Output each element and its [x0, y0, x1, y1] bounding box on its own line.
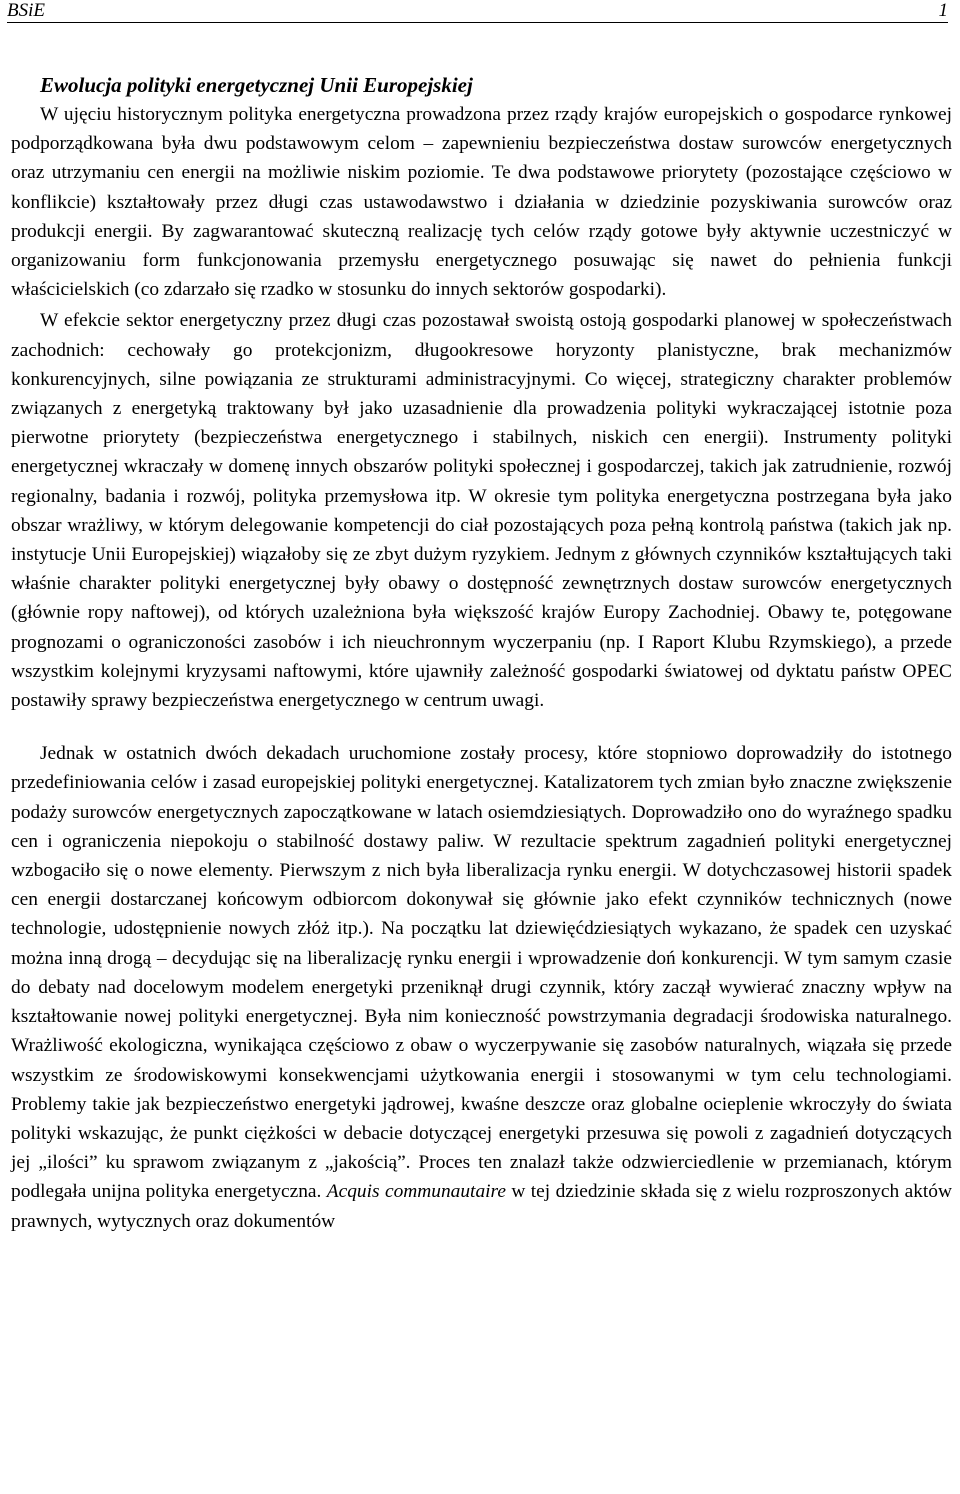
paragraph-3 [11, 739, 952, 1235]
latin-term: Acquis communautaire [326, 1181, 506, 1203]
paragraph-3-text: Jednak w ostatnich dwóch dekadach uruchomione zostały procesy, które stopniowo doprowadziły do istotnego przedefiniowania celów i zasad europejskiej polityki energetycznej. Katalizatorem tych zmian było znaczne zwiększenie podaży surowców energetycznych zapoczątkowane w latach osiemdziesiątych. Doprowadziło ono do wyraźnego spadku cen i ograniczenia niepokoju o stabilność dostawy paliw. W rezultacie spektrum zagadnień polityki energetycznej wzbogaciło się o nowe elementy. Pierwszym z nich była liberalizacja rynku energii. W dotychczasowej historii spadek cen energii dostarczanej końcowym odbiorcom dokonywał się głównie jako efekt czynników technicznych (nowe technologie, udostępnienie nowych złóż itp.). Na początku lat dziewięćdziesiątych wykazano, że spadek cen uzyskać można inną drogą – decydując się na liberalizację rynku energii i wprowadzenie doń konkurencji. W tym samym czasie do debaty nad docelowym modelem energetyki przeniknął drugi czynnik, który zaczął wywierać znaczny wpływ na kształtowanie nowej polityki energetycznej. Była nim konieczność powstrzymania degradacji środowiska naturalnego. Wrażliwość ekologiczna, wynikająca częściowo z obaw o wyczerpywanie się zasobów naturalnych, wiązała się przede wszystkim ze środowiskowymi konsekwencjami użytkowania energii i stosowanymi w tym celu technologiami. Problemy takie jak bezpieczeństwo energetyki jądrowej, kwaśne deszcze oraz globalne ocieplenie wkroczyły do świata polityki wskazując, że punkt ciężkości w debacie dotyczącej energetyki przesuwa się powoli z zagadnień dotyczących jej „ilości” ku sprawom związanym z „jakością”. Proces ten znalazł także odzwierciedlenie w przemianach, którym podlegała unijna polityka energetyczna. [11, 743, 952, 1203]
article-body [11, 70, 952, 1236]
page-number: 1 [938, 0, 948, 21]
journal-name: BSiE [7, 0, 45, 21]
paragraph-2: W efekcie sektor energetyczny przez długi czas pozostawał swoistą ostoją gospodarki planowej w społeczeństwach zachodnich: cechowały go protekcjonizm, długookresowe horyzonty planistyczne, brak mechanizmów konkurencyjnych, silne powiązania ze strukturami administracyjnymi. Co więcej, strategiczny charakter problemów związanych z energetyką traktowany był jako uzasadnienie dla prowadzenia polityki wykraczającej istotnie poza pierwotne priorytety (bezpieczeństwa energetycznego i stabilnych, niskich cen energii). Instrumenty polityki energetycznej wkraczały w domenę innych obszarów polityki społecznej i gospodarczej, takich jak zatrudnienie, rozwój regionalny, badania i rozwój, polityka przemysłowa itp. W okresie tym polityka energetyczna postrzegana była jako obszar wrażliwy, w którym delegowanie kompetencji do ciał pozostających poza pełną kontrolą państwa (takich jak np. instytucje Unii Europejskiej) wiązałoby się ze zbyt dużym ryzykiem. Jednym z głównych czynników kształtujących taki właśnie charakter polityki energetycznej były obawy o dostępność zewnętrznych dostaw surowców energetycznych (głównie ropy naftowej), od których uzależniona była większość krajów Europy Zachodniej. Obawy te, potęgowane prognozami o ograniczoności zasobów i ich nieuchronnym wyczerpaniu (np. I Raport Klubu Rzymskiego), a przede wszystkim kolejnymi kryzysami naftowymi, które ujawniły zależność gospodarki światowej od dyktatu państw OPEC postawiły sprawy bezpieczeństwa energetycznego w centrum uwagi. [11, 310, 952, 712]
article-title: Ewolucja polityki energetycznej Unii Europejskiej [40, 73, 473, 97]
paragraph-3-continuation: w tej dziedzinie składa się z wielu rozproszonych aktów prawnych, wytycznych oraz dokumentów [11, 1181, 952, 1232]
page-header [7, 0, 948, 23]
paragraph-1: W ujęciu historycznym polityka energetyczna prowadzona przez rządy krajów europejskich o gospodarce rynkowej podporządkowana była dwu podstawowym celom – zapewnieniu bezpieczeństwa dostaw surowców energetycznych oraz utrzymaniu cen energii na możliwie niskim poziomie. Te dwa podstawowe priorytety (pozostające częściowo w konflikcie) kształtowały przez długi czas ustawodawstwo i działania w dziedzinie pozyskiwania surowców oraz produkcji energii. By zagwarantować skuteczną realizację tych celów rządy gotowe były aktywnie uczestniczyć w organizowaniu form funkcjonowania przemysłu energetycznego posuwając się nawet do pełnienia funkcji właścicielskich (co zdarzało się rzadko w stosunku do innych sektorów gospodarki). [11, 104, 952, 301]
